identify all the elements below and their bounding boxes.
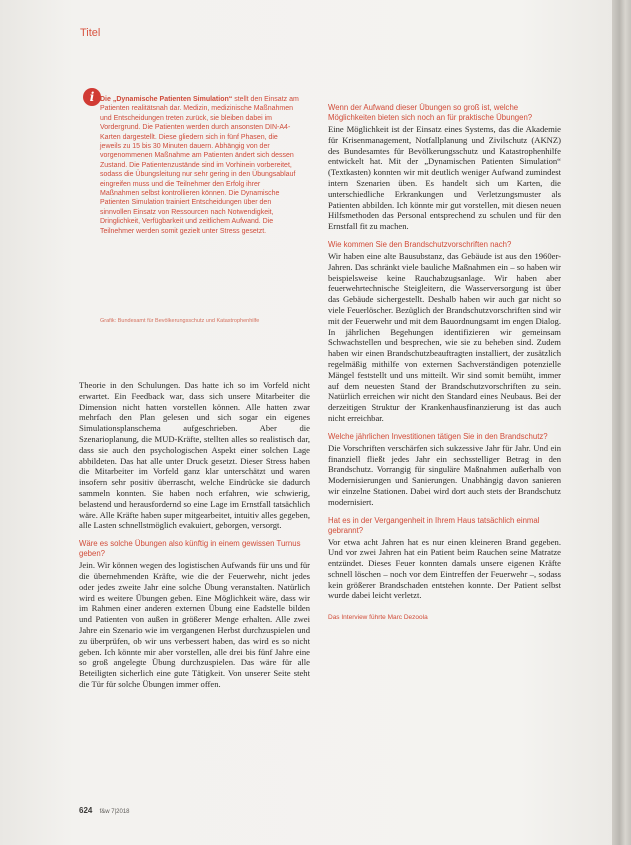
paragraph: Eine Möglichkeit ist der Einsatz eines Systems, das die Akademie für Krisenmanagement, Notfallplanung und Zivilschutz (AKNZ) des Bundesamtes für Bevölkerungsschutz und Katastrophenhilfe entwickelt hat. Mit der „Dynamischen Patienten Simulation“ (Textkasten) konnten wir mit deutlich weniger Aufwand zumindest intern Szenarien üben. Es handelt sich um Karten, die unterschiedliche Erkrankungen und Verletzungsmuster als Patienten abbilden. Ich könnte mir gut vorstellen, mit diesen neuen Hilfsmethoden das Personal entsprechend zu schulen und für den Ernstfall fit zu machen.	[328, 124, 561, 232]
right-column	[328, 103, 561, 624]
page-footer	[79, 806, 130, 815]
info-box-text: stellt den Einsatz am Patienten realitätsnah dar. Medizin, medizinische Maßnahmen und Entscheidungen treten zurück, sie bleiben dabei im Vordergrund. Die Patienten werden durch ansonsten DIN-A4-Karten dargestellt. Diese gliedern sich in fünf Phasen, die jeweils zu 15 bis 30 Minuten dauern. Abhängig von der vorgenommenen Maßnahme am Patienten ändert sich dessen Zustand. Die Patientenzustände sind im Vorhinein vorbereitet, sodass die Übungsleitung nur sehr gering in den Übungsablauf eingreifen muss und die Teilnehmer den Erfolg ihrer Maßnahmen selbst kontrollieren können. Die Dynamische Patienten Simulation trainiert Entscheidungen über den sinnvollen Einsatz von Ressourcen nach Notwendigkeit, Dringlichkeit, Verfügbarkeit und zeitlichem Aufwand. Die Teilnehmer werden somit gezielt unter Stress gesetzt.	[100, 96, 299, 235]
page-gutter	[612, 0, 631, 845]
interview-credit: Das Interview führte Marc Dezoola	[328, 614, 428, 622]
info-box	[100, 95, 300, 236]
paragraph: Vor etwa acht Jahren hat es nur einen kleineren Brand gegeben. Und vor zwei Jahren hat ein Patient beim Rauchen seine Matratze entzündet. Dieses Feuer konnten damals unsere eigenen Kräfte schnell löschen – noch vor dem Eintreffen der Feuerwehr –, sodass kein größerer Brandschaden entstehen konnte. Der Patient selbst wurde dabei leicht verletzt.	[328, 536, 561, 601]
left-column	[79, 380, 310, 690]
interview-question: Hat es in der Vergangenheit in Ihrem Haus tatsächlich einmal gebrannt?	[328, 515, 540, 535]
paragraph: Theorie in den Schulungen. Das hatte ich so im Vorfeld nicht erwartet. Ein Feedback war, dass sich unsere Mitarbeiter die Dimension nicht hatten vorstellen können. Alle hatten zwar mehrfach den Plan gelesen und sich sogar ein eigenes Simulationsplanschema aufgeschrieben. Aber die Szenarioplanung, die MUD-Kräfte, stellten alles so realistisch dar, dass sie auch den psychologischen Aspekt einer solchen Lage abbildeten. Das hat alle unter Druck gesetzt. Dieser Stress haben die Mitarbeiter im Vorfeld ganz klar unterschätzt und waren insofern sehr positiv überrascht, welche Eindrücke sie dadurch sammeln konnten. Sie haben noch erfahren, wie schwierig, belastend und herausfordernd so eine Lage im Ernstfall tatsächlich wäre. Alle Kräfte haben super mitgearbeitet, intuitiv alles gegeben, alle Lasten schnellstmöglich evakuiert, geborgen, versorgt.	[79, 380, 310, 531]
info-box-lead: Die „Dynamische Patienten Simulation“	[100, 96, 233, 103]
paragraph: Wir haben eine alte Bausubstanz, das Gebäude ist aus den 1960er-Jahren. Das schränkt viele bauliche Maßnahmen ein – so haben wir beispielsweise keine Rauchabzugsanlage. Wir haben aber feuerwehrtechnische Steigleitern, die Wasserversorgung ist über das Gebäude sichergestellt. Deshalb haben wir auch gar nicht so viele Feuerlöscher. Bezüglich der Brandschutzvorschriften sind wir mit der Feuerwehr und mit dem Bauordnungsamt im engen Dialog. In jährlichen Begehungen identifizieren wir gemeinsam Schwachstellen und besprechen, wie sie zu beheben sind. Zudem haben wir einen Brandschutzbeauftragten installiert, der zusätzlich regelmäßig mithilfe von externen Sachverständigen potenzielle Mängel feststellt und uns mitteilt. Wir sind somit bemüht, immer auf dem neuesten Stand der Brandschutzvorschriften zu sein. Natürlich erreichen wir nicht den Standard eines Neubaus. Bei der derzeitigen Struktur der Krankenhausfinanzierung ist das auch nicht erreichbar.	[328, 250, 561, 423]
paragraph: Jein. Wir können wegen des logistischen Aufwands für uns und für die übernehmenden Kräfte, wie die der Feuerwehr, nicht jedes oder jedes zweite Jahr eine solche Übung veranstalten. Natürlich wird es weitere Übungen geben. Eine Möglichkeit wäre, dass wir im Rahmen einer anderen externen Übung eine Eadstelle bilden und Patienten von außen in größerer Menge erhalten. Alle zwei Jahre ein Szenario wie im vergangenen Herbst durchzuspielen und zu überprüfen, ob wir uns verbessert haben, das wird es so nicht geben. Ich könnte mir aber vorstellen, alle drei bis fünf Jahre eine so groß angelegte Übung durchzuspielen. Das wäre für alle Beteiligten sicherlich eine gute Tätigkeit. Von unserer Seite steht die Tür für solche Übungen immer offen.	[79, 560, 310, 689]
interview-question: Welche jährlichen Investitionen tätigen Sie in den Brandschutz?	[328, 431, 548, 441]
issue-label: f&w 7|2018	[99, 809, 130, 815]
section-title: Titel	[80, 27, 101, 39]
image-caption: Grafik: Bundesamt für Bevölkerungsschutz und Katastrophenhilfe	[100, 318, 260, 324]
interview-question: Wenn der Aufwand dieser Übungen so groß ist, welche Möglichkeiten bieten sich noch an für praktische Übungen?	[328, 103, 533, 122]
page-number: 624	[79, 806, 93, 815]
interview-question: Wie kommen Sie den Brandschutzvorschriften nach?	[328, 239, 512, 249]
paragraph: Die Vorschriften verschärfen sich sukzessive Jahr für Jahr. Und ein finanziell fließt jedes Jahr ein sechsstelliger Betrag in den Brandschutz. Vorrangig für singuläre Maßnahmen außerhalb von Modernisierungen und Sanierungen. Unabhängig davon sanieren wir einzelne Stationen. Dabei wird dort auch stets der Brandschutz modernisiert.	[328, 442, 561, 507]
interview-question: Wäre es solche Übungen also künftig in einem gewissen Turnus geben?	[79, 539, 301, 559]
info-icon: i	[83, 88, 101, 106]
